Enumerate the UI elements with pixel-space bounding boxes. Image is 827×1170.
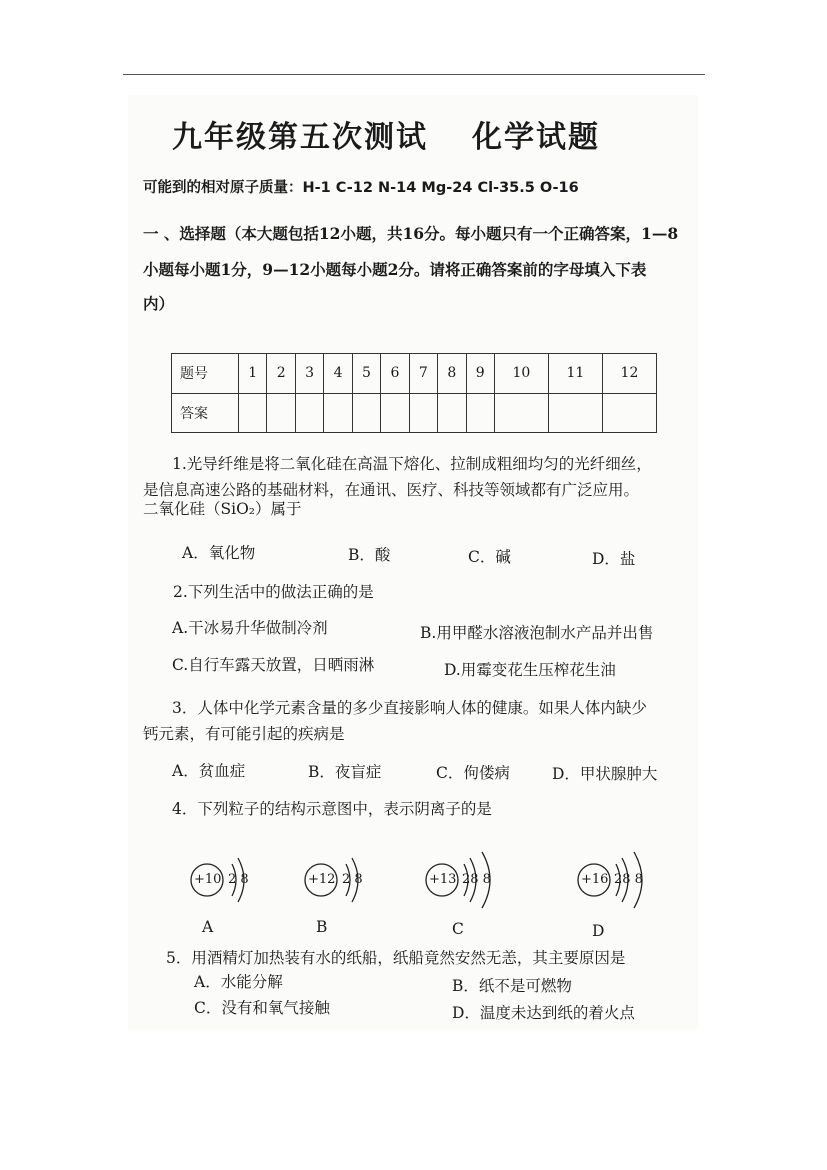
table-header-number: 题号 (172, 354, 239, 394)
q5-option-b[interactable]: B．纸不是可燃物 (452, 977, 572, 995)
particle-c-label: C (452, 920, 464, 938)
particle-a-shells: 2 8 (228, 872, 249, 887)
particle-b-nucleus: +12 (308, 872, 336, 887)
answer-cell[interactable] (548, 393, 602, 433)
section1-line2: 小题每小题1分，9—12小题每小题2分。请将正确答案前的字母填入下表 (143, 260, 647, 279)
atomic-masses: 可能到的相对原子质量：H-1 C-12 N-14 Mg-24 Cl-35.5 O-16 (143, 180, 579, 196)
q1-option-c[interactable]: C．碱 (468, 548, 511, 566)
particle-d-label: D (592, 922, 605, 940)
title-part2: 化学试题 (472, 120, 600, 155)
table-cell-number: 12 (602, 354, 656, 394)
q3-line2: 钙元素，有可能引起的疾病是 (143, 725, 345, 743)
table-cell-number: 3 (295, 354, 323, 394)
q5-stem: 5．用酒精灯加热装有水的纸船，纸船竟然安然无恙，其主要原因是 (166, 949, 626, 967)
q3-option-a[interactable]: A．贫血症 (172, 762, 246, 780)
answer-cell[interactable] (409, 393, 437, 433)
q1-line1: 1.光导纤维是将二氧化硅在高温下熔化、拉制成粗细均匀的光纤细丝， (172, 455, 652, 473)
answer-table (171, 353, 657, 433)
answer-cell[interactable] (324, 393, 352, 433)
answer-table-answer-row (172, 393, 657, 433)
particle-diagram-a[interactable] (188, 850, 298, 910)
q5-option-c[interactable]: C．没有和氧气接触 (194, 999, 330, 1017)
table-cell-number: 1 (239, 354, 267, 394)
q5-option-a[interactable]: A．水能分解 (194, 973, 283, 991)
q3-option-b[interactable]: B．夜盲症 (308, 763, 382, 781)
q2-stem: 2.下列生活中的做法正确的是 (173, 583, 374, 601)
table-cell-number: 10 (494, 354, 548, 394)
q5-option-d[interactable]: D．温度未达到纸的着火点 (452, 1004, 635, 1022)
q3-option-d[interactable]: D．甲状腺肿大 (552, 765, 658, 783)
particle-c-shells: 28 8 (462, 872, 491, 887)
particle-a-label: A (202, 918, 214, 936)
q1-option-a[interactable]: A．氧化物 (182, 544, 256, 562)
answer-cell[interactable] (295, 393, 323, 433)
table-cell-number: 9 (466, 354, 494, 394)
table-cell-number: 8 (438, 354, 466, 394)
particle-diagram-b[interactable] (302, 850, 412, 910)
q3-line1: 3．人体中化学元素含量的多少直接影响人体的健康。如果人体内缺少 (172, 699, 647, 717)
particle-c-nucleus: +13 (429, 872, 457, 887)
particle-diagram-c[interactable] (424, 848, 534, 908)
page-title (172, 112, 600, 156)
table-cell-number: 6 (381, 354, 409, 394)
q2-option-c[interactable]: C.自行车露天放置，日晒雨淋 (172, 656, 375, 674)
title-part1: 九年级第五次测试 (172, 120, 428, 155)
answer-cell[interactable] (602, 393, 656, 433)
table-cell-number: 11 (548, 354, 602, 394)
particle-d-shells: 28 8 (614, 872, 643, 887)
table-cell-number: 7 (409, 354, 437, 394)
answer-cell[interactable] (352, 393, 380, 433)
table-cell-number: 5 (352, 354, 380, 394)
answer-cell[interactable] (494, 393, 548, 433)
particle-diagram-d[interactable] (576, 848, 686, 908)
particle-d-nucleus: +16 (581, 872, 609, 887)
answer-cell[interactable] (438, 393, 466, 433)
q2-option-a[interactable]: A.干冰易升华做制冷剂 (172, 619, 328, 637)
table-header-answer: 答案 (172, 393, 239, 433)
answer-cell[interactable] (381, 393, 409, 433)
particle-b-shells: 2 8 (342, 872, 363, 887)
answer-table-number-row (172, 354, 657, 394)
section1-line1: 一 、选择题（本大题包括12小题，共16分。每小题只有一个正确答案，1—8 (143, 224, 679, 243)
q1-line3: 二氧化硅（SiO₂）属于 (143, 500, 302, 518)
table-cell-number: 4 (324, 354, 352, 394)
section1-line3: 内） (143, 294, 175, 313)
q2-option-b[interactable]: B.用甲醛水溶液泡制水产品并出售 (420, 624, 654, 642)
answer-cell[interactable] (239, 393, 267, 433)
q1-option-d[interactable]: D．盐 (592, 550, 636, 568)
q1-option-b[interactable]: B．酸 (348, 546, 391, 564)
q2-option-d[interactable]: D.用霉变花生压榨花生油 (444, 661, 616, 679)
answer-cell[interactable] (466, 393, 494, 433)
table-cell-number: 2 (267, 354, 295, 394)
q1-line2: 是信息高速公路的基础材料，在通讯、医疗、科技等领域都有广泛应用。 (143, 481, 640, 499)
answer-cell[interactable] (267, 393, 295, 433)
particle-a-nucleus: +10 (194, 872, 222, 887)
q4-stem: 4．下列粒子的结构示意图中，表示阴离子的是 (172, 800, 492, 818)
top-rule (123, 74, 705, 75)
particle-b-label: B (316, 918, 328, 936)
q3-option-c[interactable]: C．佝偻病 (436, 764, 510, 782)
